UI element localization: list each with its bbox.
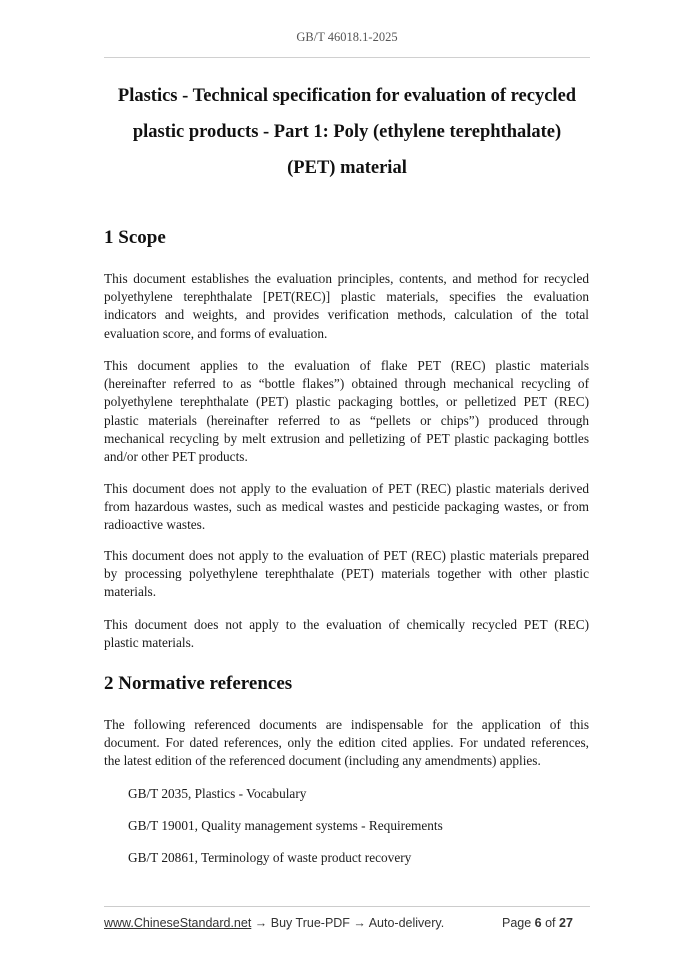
text-line: This document establishes the evaluation principles, contents, and method for recycled bbox=[104, 271, 589, 286]
text-line: the latest edition of the referenced document (including any amendments) applies. bbox=[104, 753, 541, 769]
page-total: 27 bbox=[559, 916, 573, 930]
text-line: This document does not apply to the evaluation of PET (REC) plastic materials derived bbox=[104, 481, 589, 496]
text-line: radioactive wastes. bbox=[104, 517, 206, 533]
text-line: The following referenced documents are indispensable for the application of this bbox=[104, 717, 589, 732]
reference-item: GB/T 2035, Plastics - Vocabulary bbox=[128, 786, 307, 801]
title-line: (PET) material bbox=[287, 158, 407, 178]
reference-item: GB/T 20861, Terminology of waste product recovery bbox=[128, 850, 412, 865]
text-line: mechanical recycling by melt extrusion and pelletizing of PET plastic packaging bottles bbox=[104, 430, 589, 446]
text-line: This document does not apply to the evaluation of chemically recycled PET (REC) bbox=[104, 617, 589, 632]
page-indicator bbox=[502, 916, 573, 930]
references-intro-paragraph bbox=[104, 716, 589, 771]
page-current: 6 bbox=[534, 916, 542, 930]
section-heading-scope: 1 Scope bbox=[104, 227, 166, 248]
scope-paragraph-1 bbox=[104, 270, 589, 343]
document-title bbox=[104, 78, 590, 186]
text-line: by processing polyethylene terephthalate (PET) materials together with other plastic bbox=[104, 566, 589, 582]
text-line: plastic materials. bbox=[104, 635, 195, 651]
text-line: (hereinafter referred to as “bottle flakes”) obtained through mechanical recycling of bbox=[104, 376, 589, 392]
page-header-standard-code: GB/T 46018.1-2025 bbox=[296, 30, 398, 44]
text-line: materials. bbox=[104, 584, 157, 600]
header-divider bbox=[104, 57, 590, 58]
reference-item: GB/T 19001, Quality management systems - Requirements bbox=[128, 818, 443, 833]
scope-paragraph-4 bbox=[104, 547, 589, 602]
footer-divider bbox=[104, 906, 590, 907]
page-of: of bbox=[541, 916, 559, 930]
text-line: indicators and weights, and provides verification methods, calculation of the total bbox=[104, 307, 589, 323]
text-line: from hazardous wastes, such as medical wastes and pesticide packaging wastes, or from bbox=[104, 499, 589, 515]
site-link[interactable]: www.ChineseStandard.net bbox=[104, 916, 252, 930]
footer-promo bbox=[104, 916, 444, 930]
page-label: Page bbox=[502, 916, 535, 930]
scope-paragraph-2 bbox=[104, 357, 589, 466]
section-heading-normative-references: 2 Normative references bbox=[104, 673, 293, 694]
title-line: Plastics - Technical specification for evaluation of recycled bbox=[117, 86, 577, 106]
title-line: plastic products - Part 1: Poly (ethylene terephthalate) bbox=[132, 122, 562, 142]
text-line: and/or other PET products. bbox=[104, 449, 248, 465]
scope-paragraph-3 bbox=[104, 480, 589, 535]
text-line: document. For dated references, only the edition cited applies. For undated references, bbox=[104, 735, 589, 751]
scope-paragraph-5 bbox=[104, 616, 589, 652]
text-line: This document applies to the evaluation of flake PET (REC) plastic materials bbox=[104, 358, 589, 373]
footer-promo-text: → Buy True-PDF → Auto-delivery. bbox=[251, 916, 445, 930]
text-line: plastic materials (hereinafter referred to as “pellets or chips”) produced through bbox=[104, 412, 589, 428]
text-line: polyethylene terephthalate [PET(REC)] plastic materials, specifies the evaluation bbox=[104, 289, 589, 305]
text-line: This document does not apply to the evaluation of PET (REC) plastic materials prepared bbox=[104, 548, 589, 563]
text-line: evaluation score, and forms of evaluation. bbox=[104, 325, 328, 341]
text-line: polyethylene terephthalate (PET) plastic packaging bottles, or pelletized PET (REC) bbox=[104, 394, 589, 410]
